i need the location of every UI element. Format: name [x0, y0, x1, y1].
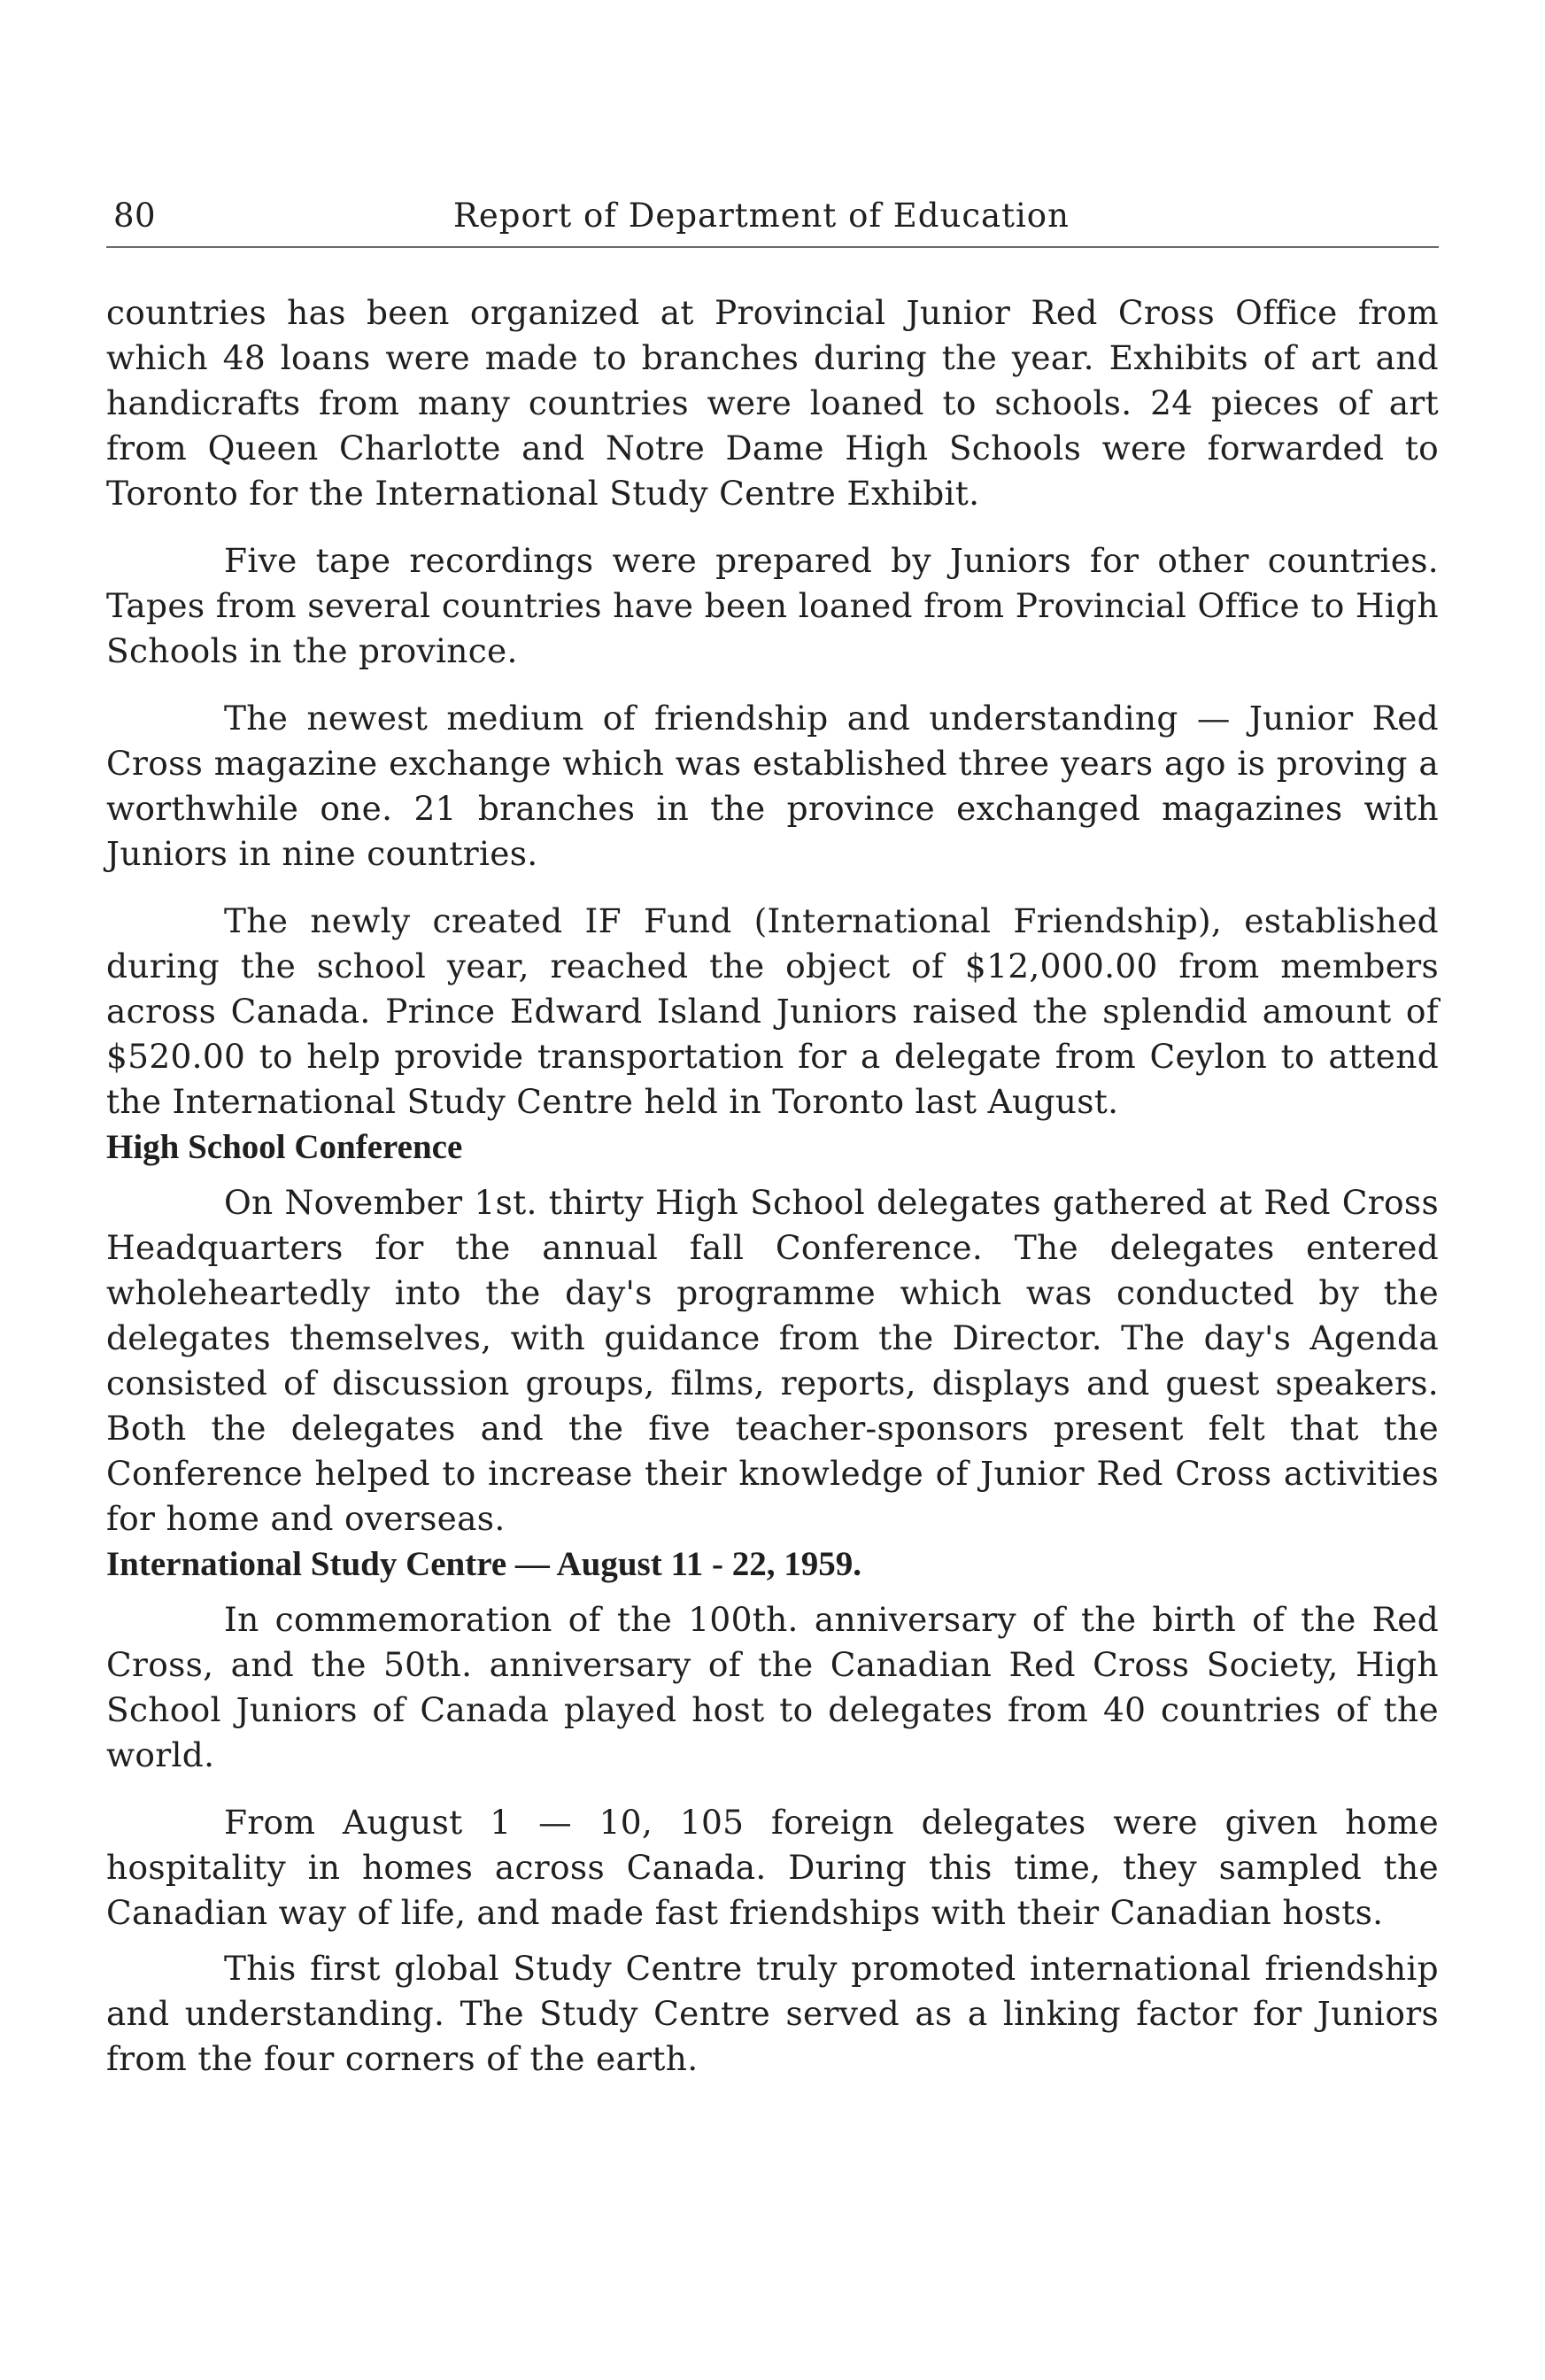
- page-header: [106, 197, 1439, 241]
- paragraph-commemoration: In commemoration of the 100th. anniversary of the birth of the Red Cross, and the 50th. anniversary of the Canadian Red Cross Society, High School Juniors of Canada played host to delegates from 40 countries of the world.: [106, 1600, 1439, 1774]
- paragraph-art-exhibits: countries has been organized at Provincial Junior Red Cross Office from which 48 loans were made to branches during the year. Exhibits of art and handicrafts from many countries were loaned to schools. 24 pieces of art from Queen Charlotte and Notre Dame High Schools were forwarded to Toronto for the International Study Centre Exhibit.: [106, 293, 1439, 513]
- running-title: Report of Department of Education: [453, 197, 1070, 235]
- paragraph-tape-recordings: Five tape recordings were prepared by Juniors for other countries. Tapes from several countries have been loaned from Provincial Office to High Schools in the province.: [106, 541, 1439, 670]
- paragraph-magazine-exchange: The newest medium of friendship and understanding — Junior Red Cross magazine exchange which was established three years ago is proving a worthwhile one. 21 branches in the province exchanged magazines with Juniors in nine countries.: [106, 699, 1439, 873]
- paragraph-if-fund: The newly created IF Fund (International Friendship), established during the school year, reached the object of $12,000.00 from members across Canada. Prince Edward Island Juniors raised the splendid amount of $520.00 to help provide transportation for a delegate from Ceylon to attend the International Study Centre held in Toronto last August.: [106, 901, 1439, 1121]
- page-body: [106, 290, 1439, 2082]
- paragraph-global-study-centre: This first global Study Centre truly promoted international friendship and understanding. The Study Centre served as a linking factor for Juniors from the four corners of the earth.: [106, 1949, 1439, 2078]
- paragraph-home-hospitality: From August 1 — 10, 105 foreign delegates were given home hospitality in homes across Canada. During this time, they sampled the Canadian way of life, and made fast friendships with their Canadian hosts.: [106, 1803, 1439, 1932]
- heading-international-study-centre: International Study Centre — August 11 - 22, 1959.: [106, 1545, 862, 1583]
- paragraph-conference: On November 1st. thirty High School delegates gathered at Red Cross Headquarters for the annual fall Conference. The delegates entered wholeheartedly into the day's programme which was conducted by the delegates themselves, with guidance from the Director. The day's Agenda consisted of discussion groups, films, reports, displays and guest speakers. Both the delegates and the five teacher-sponsors present felt that the Conference helped to increase their knowledge of Junior Red Cross activities for home and overseas.: [106, 1183, 1439, 1538]
- page-number: 80: [113, 197, 157, 235]
- header-rule: [106, 246, 1439, 248]
- heading-high-school-conference: High School Conference: [106, 1128, 463, 1166]
